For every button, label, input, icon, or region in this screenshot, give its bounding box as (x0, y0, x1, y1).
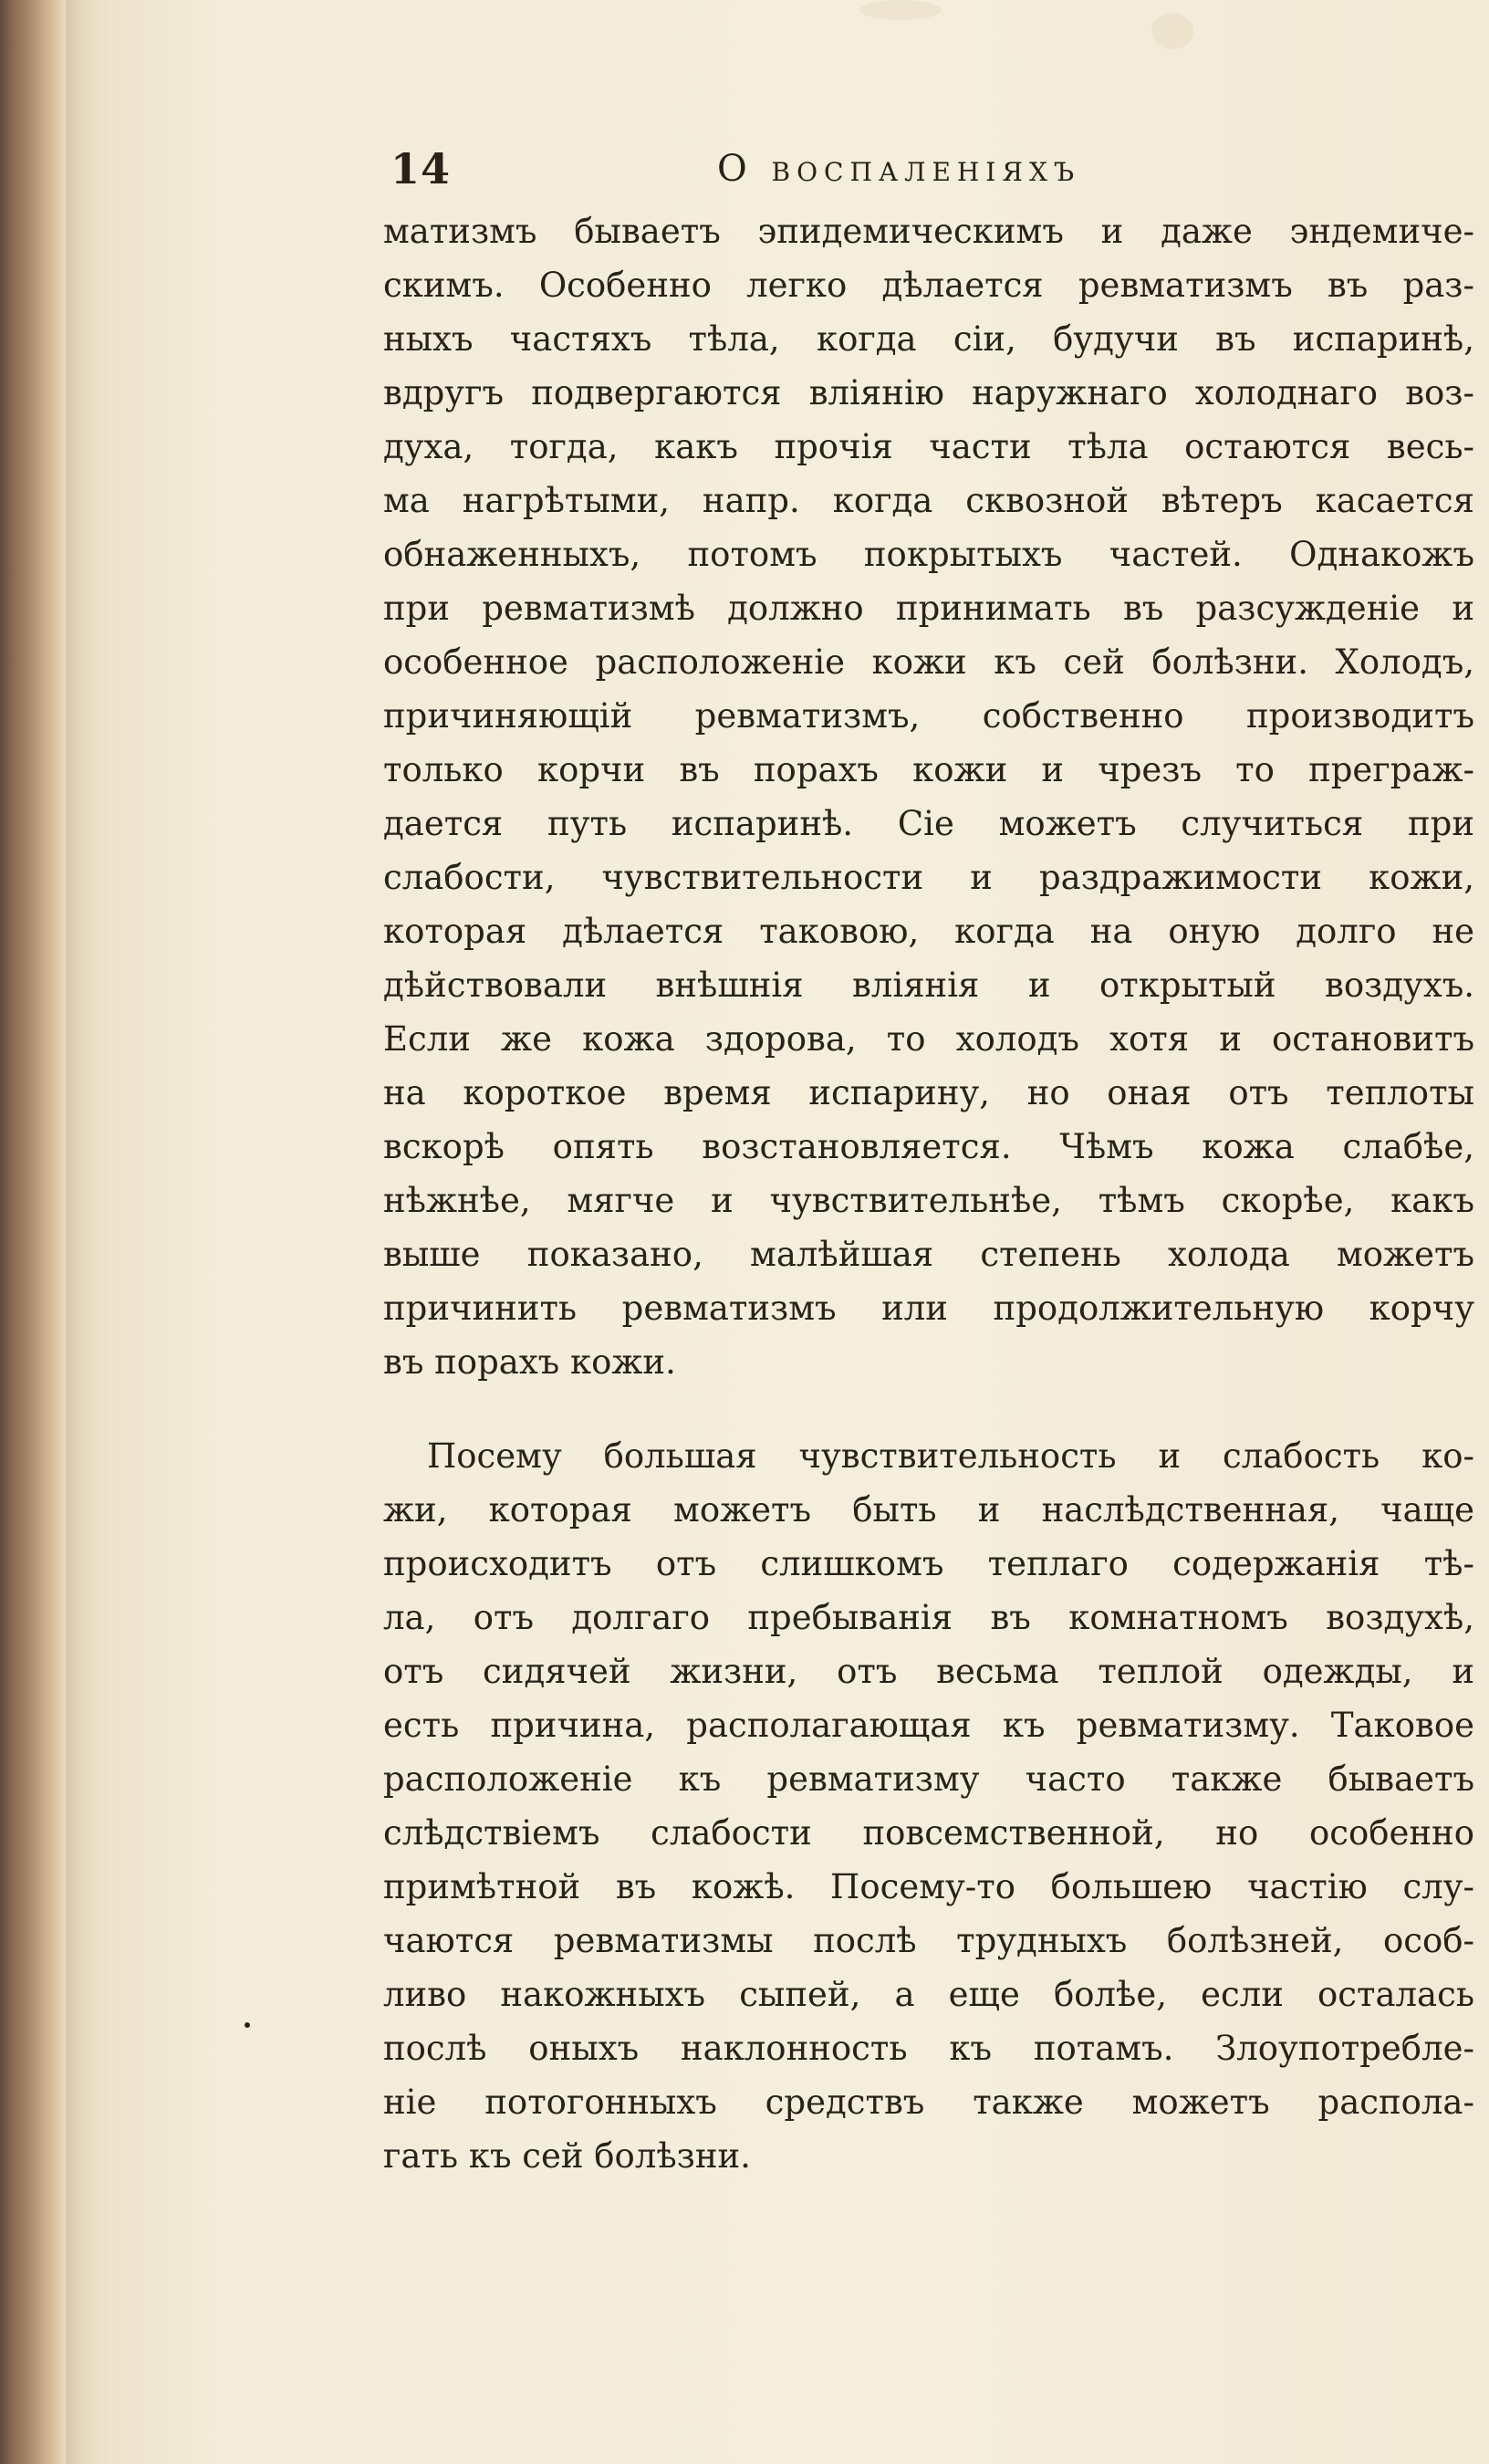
page-number: 14 (390, 144, 452, 193)
paragraph-2 (383, 1429, 1474, 2183)
paper-stain (1151, 13, 1193, 49)
text-line: въ порахъ кожи. (383, 1342, 676, 1382)
text-line: выше показано, малѣйшая степень холода можетъ (383, 1235, 1474, 1274)
text-line: расположеніе къ ревматизму часто также бываетъ (383, 1759, 1474, 1799)
text-line: вскорѣ опять возстановляется. Чѣмъ кожа слабѣе, (383, 1127, 1474, 1166)
text-line: обнаженныхъ, потомъ покрытыхъ частей. Однакожъ (383, 535, 1474, 574)
text-line: особенное расположеніе кожи къ сей болѣзни. Холодъ, (383, 642, 1474, 682)
text-line: отъ сидячей жизни, отъ весьма теплой одежды, и (383, 1652, 1474, 1691)
text-line: на короткое время испарину, но оная отъ теплоты (383, 1073, 1474, 1112)
text-line: чаются ревматизмы послѣ трудныхъ болѣзней, особ- (383, 1921, 1474, 1960)
text-line: слѣдствіемъ слабости повсемственной, но особенно (383, 1813, 1474, 1853)
text-line: происходитъ отъ слишкомъ теплаго содержанія тѣ- (383, 1544, 1474, 1583)
text-line: ливо накожныхъ сыпей, а еще болѣе, если осталась (383, 1975, 1474, 2014)
text-line: ныхъ частяхъ тѣла, когда сіи, будучи въ испаринѣ, (383, 319, 1474, 359)
ink-speck (245, 2022, 250, 2028)
text-line: гать къ сей болѣзни. (383, 2136, 751, 2176)
running-title: О воспаленіяхъ (717, 148, 1081, 190)
text-line: нѣжнѣе, мягче и чувствительнѣе, тѣмъ скорѣе, какъ (383, 1181, 1474, 1220)
paper-stain (859, 0, 942, 20)
text-line: вдругъ подвергаются вліянію наружнаго холоднаго воз- (383, 373, 1474, 412)
text-line: примѣтной въ кожѣ. Посему-то большею частію слу- (383, 1867, 1474, 1906)
page-gutter (66, 0, 111, 2464)
text-line: Если же кожа здорова, то холодъ хотя и остановитъ (383, 1019, 1474, 1059)
text-line: слабости, чувствительности и раздражимости кожи, (383, 858, 1474, 897)
text-line: при ревматизмѣ должно принимать въ разсужденіе и (383, 589, 1474, 628)
text-line: послѣ оныхъ наклонность къ потамъ. Злоупотребле- (383, 2029, 1474, 2068)
text-line: ма нагрѣтыми, напр. когда сквозной вѣтеръ касается (383, 481, 1474, 520)
page-header (390, 144, 1489, 199)
text-line: которая дѣлается таковою, когда на оную долго не (383, 912, 1474, 951)
text-line: ла, отъ долгаго пребыванія въ комнатномъ воздухѣ, (383, 1598, 1474, 1637)
book-spine (0, 0, 66, 2464)
text-line: есть причина, располагающая къ ревматизму. Таковое (383, 1706, 1474, 1745)
paragraph-1 (383, 204, 1474, 1389)
text-line: жи, которая можетъ быть и наслѣдственная, чаще (383, 1490, 1474, 1530)
text-line: матизмъ бываетъ эпидемическимъ и даже эндемиче- (383, 212, 1474, 251)
text-line: причинить ревматизмъ или продолжительную корчу (383, 1289, 1474, 1328)
text-line: скимъ. Особенно легко дѣлается ревматизмъ въ раз- (383, 266, 1474, 305)
text-line: ніе потогонныхъ средствъ также можетъ распола- (383, 2083, 1474, 2122)
text-line: только корчи въ порахъ кожи и чрезъ то преграж- (383, 750, 1474, 789)
text-line: Посему большая чувствительность и слабость ко- (427, 1436, 1474, 1476)
text-line: духа, тогда, какъ прочія части тѣла остаются весь- (383, 427, 1474, 466)
text-line: дѣйствовали внѣшнія вліянія и открытый воздухъ. (383, 966, 1474, 1005)
text-line: причиняющій ревматизмъ, собственно производитъ (383, 696, 1474, 736)
text-line: дается путь испаринѣ. Сіе можетъ случиться при (383, 804, 1474, 843)
